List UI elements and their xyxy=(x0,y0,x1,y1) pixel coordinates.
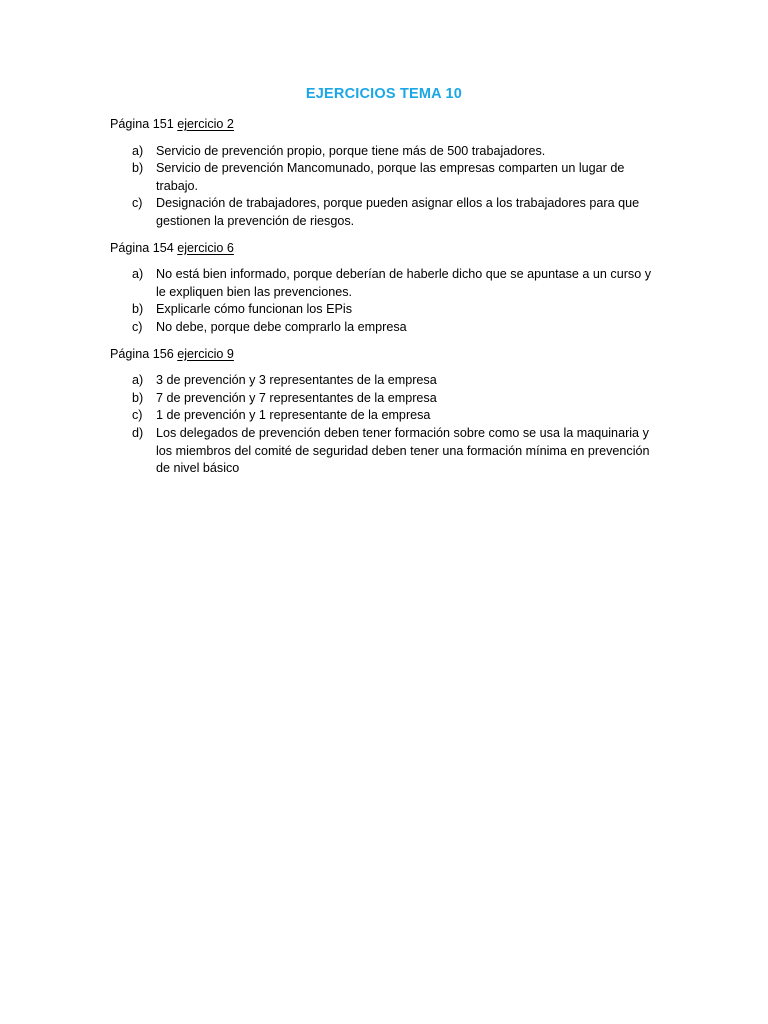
list-item-text: Designación de trabajadores, porque pueden asignar ellos a los trabajadores para que gestionen la prevención de riesgos. xyxy=(156,196,640,228)
list-item-text: Los delegados de prevención deben tener formación sobre como se usa la maquinaria y los miembros del comité de seguridad deben tener una formación mínima en prevención de nivel básico xyxy=(156,425,650,476)
list-item xyxy=(110,407,656,425)
section-pagina-156 xyxy=(110,346,670,478)
answer-list xyxy=(110,372,670,478)
document-body xyxy=(110,116,670,487)
list-item xyxy=(110,301,656,319)
list-item xyxy=(110,372,656,390)
list-item-text: No debe, porque debe comprarlo la empresa xyxy=(156,319,407,334)
list-marker: a) xyxy=(132,267,144,282)
list-marker: d) xyxy=(132,425,144,440)
list-item xyxy=(110,143,656,161)
list-marker: b) xyxy=(132,302,144,317)
list-item-text: 3 de prevención y 3 representantes de la empresa xyxy=(156,373,437,388)
section-pagina-151 xyxy=(110,116,670,231)
list-item-text: 7 de prevención y 7 representantes de la empresa xyxy=(156,390,437,405)
heading-exercise-link: ejercicio 2 xyxy=(177,117,234,131)
list-marker: c) xyxy=(132,319,143,334)
answer-list xyxy=(110,266,670,336)
heading-page-ref: Página 151 xyxy=(110,117,174,131)
heading-page-ref: Página 154 xyxy=(110,240,174,255)
list-marker: a) xyxy=(132,373,144,388)
heading-exercise-link: ejercicio 6 xyxy=(177,240,234,255)
list-item-text: Explicarle cómo funcionan los EPis xyxy=(156,302,352,317)
section-heading xyxy=(110,240,670,258)
list-item-text: 1 de prevención y 1 representante de la empresa xyxy=(156,408,431,423)
list-marker: a) xyxy=(132,143,144,158)
answer-list xyxy=(110,143,670,231)
heading-exercise-link: ejercicio 9 xyxy=(177,346,234,361)
list-item xyxy=(110,195,656,230)
section-heading xyxy=(110,116,670,134)
list-item xyxy=(110,425,656,478)
list-marker: c) xyxy=(132,196,143,211)
list-marker: c) xyxy=(132,408,143,423)
list-item xyxy=(110,160,656,195)
list-item-text: Servicio de prevención Mancomunado, porque las empresas comparten un lugar de trabajo. xyxy=(156,161,625,193)
list-item-text: No está bien informado, porque deberían de haberle dicho que se apuntase a un curso y le expliquen bien las prevenciones. xyxy=(156,267,651,299)
list-marker: b) xyxy=(132,161,144,176)
document-title: EJERCICIOS TEMA 10 xyxy=(305,86,463,102)
list-item xyxy=(110,390,656,408)
list-item xyxy=(110,319,656,337)
section-heading xyxy=(110,346,670,364)
list-item-text: Servicio de prevención propio, porque tiene más de 500 trabajadores. xyxy=(156,143,546,158)
heading-page-ref: Página 156 xyxy=(110,346,174,361)
list-item xyxy=(110,266,656,301)
list-marker: b) xyxy=(132,390,144,405)
section-pagina-154 xyxy=(110,240,670,337)
